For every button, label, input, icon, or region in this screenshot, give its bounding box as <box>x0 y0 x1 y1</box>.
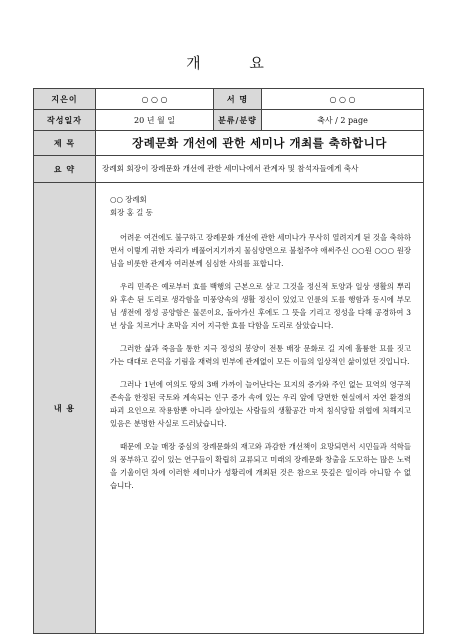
date-value: 20 년 월 일 <box>96 110 214 131</box>
page-title: 개 요 <box>186 54 286 72</box>
subject-row <box>34 131 424 156</box>
summary-label: 요 약 <box>34 156 96 183</box>
writer-value: ○ ○ ○ <box>96 89 214 110</box>
paragraph: 그러나 1년에 여의도 땅의 3배 가까이 늘어난다는 묘지의 증가와 주인 없는 묘역의 영구적 존속을 한정된 국토와 계속되는 인구 증가 속에 있는 우리 앞에 당면한 현실에서 자연 환경의 파괴 요인으로 작용함뿐 아니라 살아있는 사람들의 생활공간 마저 침식당할 위협에 처해지고 있음은 분명한 사실로 드러났습니다. <box>110 380 411 428</box>
category-label: 분류/분량 <box>214 110 262 131</box>
paragraph: 우리 민족은 예로부터 효를 백행의 근본으로 삼고 그것을 정신적 토양과 일상 생활의 뿌리와 후손 된 도리로 생각함을 미풍양속의 생활 정신이 있었고 인륜의 도를 행함과 동시에 부모님 생전에 정성 공양함은 물론이요, 돌아가신 후에도 그 뜻을 기리고 정성을 다해 공경하여 3년 상을 치르거나 초막을 지어 지극한 효를 다함을 도리로 삼았습니다. <box>110 282 411 330</box>
paragraph: 때문에 오늘 매장 중심의 장례문화의 재고와 과감한 개선책이 요망되면서 시민들과 석학들의 풍부하고 깊이 있는 연구들이 확립히 교류되고 미래의 장례문화 창출을 도모하는 많은 노력을 기울이던 차에 이러한 세미나가 성황리에 개최된 것은 참으로 뜻깊은 일이라 아니할 수 없습니다. <box>110 442 411 490</box>
overview-form-table <box>33 88 424 634</box>
book-name-label: 서 명 <box>214 89 262 110</box>
summary-value: 장례회 회장이 장례문화 개선에 관한 세미나에서 관계자 및 참석자들에게 축사 <box>96 156 424 183</box>
summary-row <box>34 156 424 183</box>
paragraph: 어려운 여건에도 불구하고 장례문화 개선에 관한 세미나가 무사히 열려지게 된 것을 축하하면서 이렇게 귀한 자리가 베풀어지기까지 물심양면으로 불철주야 애써주신 ○○원 ○○○ 원장님을 비롯한 관계자 여러분께 심심한 사의를 표합니다. <box>110 233 411 268</box>
date-row <box>34 110 424 131</box>
book-name-value: ○ ○ ○ <box>262 89 424 110</box>
date-label: 작성일자 <box>34 110 96 131</box>
subject-label: 제 목 <box>34 131 96 156</box>
category-value: 축사 / 2 page <box>262 110 424 131</box>
content-row <box>34 183 424 634</box>
org-name: ○○ 장례회 <box>110 195 147 204</box>
author-row <box>34 89 424 110</box>
paragraph: 그러한 삶과 죽음을 통한 지극 정성의 봉양이 전통 배장 문화로 길 지에 훌륭한 묘를 짓고 가는 대대로 은덕을 기림을 재력의 빈부에 관계없이 모든 이들의 일상적인 삶이었던 것입니다. <box>110 344 411 366</box>
content-label: 내 용 <box>34 183 96 634</box>
writer-label: 지은이 <box>34 89 96 110</box>
subject-value: 장례문화 개선에 관한 세미나 개최를 축하합니다 <box>96 131 424 156</box>
author-name: 회장 홍 길 동 <box>110 208 153 217</box>
content-body <box>96 183 424 634</box>
